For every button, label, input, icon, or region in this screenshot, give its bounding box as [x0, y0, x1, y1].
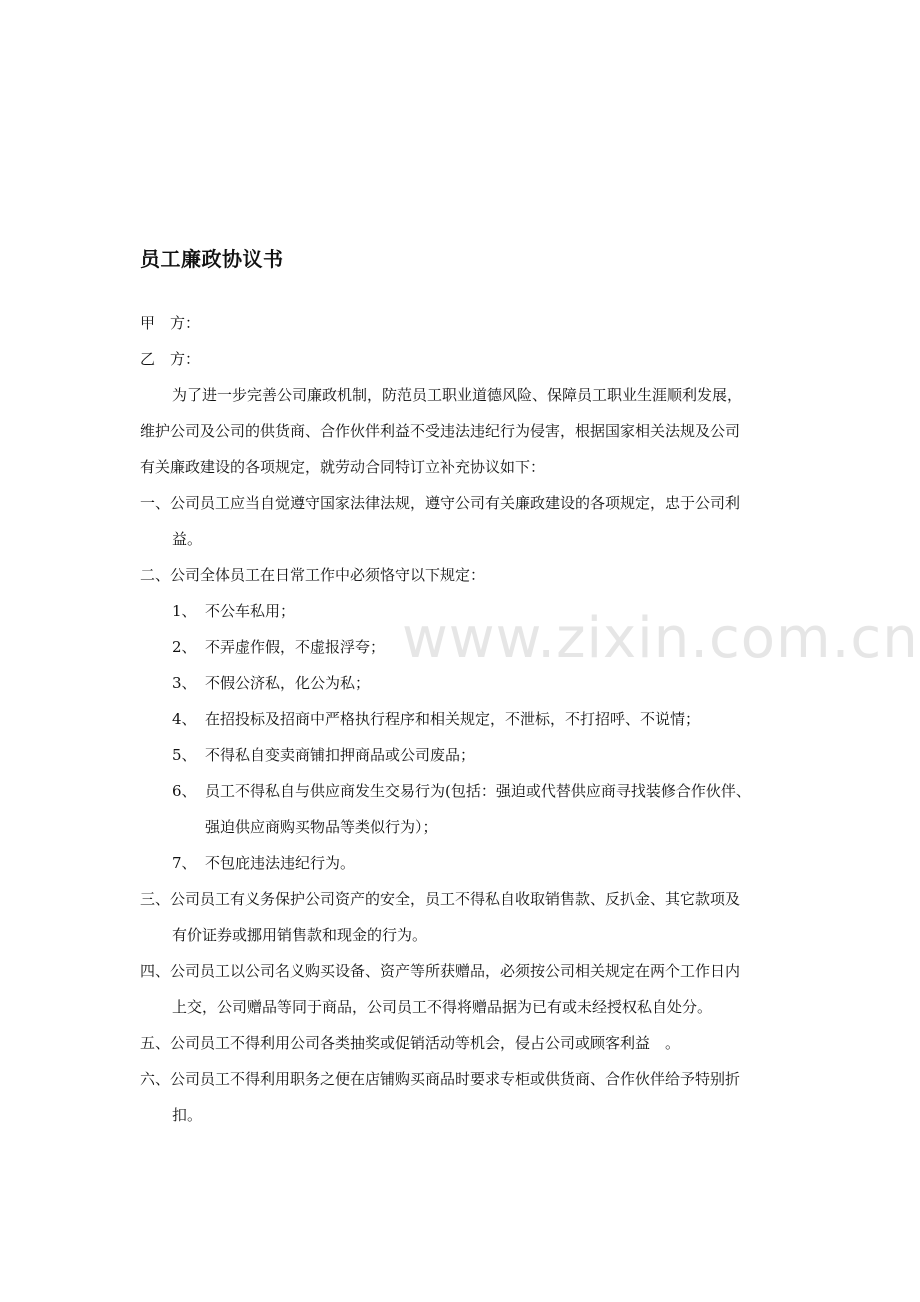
sub-item-text: 不包庇违法违纪行为。	[205, 854, 356, 872]
clause-1-line-1: 一、公司员工应当自觉遵守国家法律法规，遵守公司有关廉政建设的各项规定，忠于公司利	[140, 494, 741, 512]
sub-item-number: 4、	[172, 710, 197, 728]
clause-6-line-2: 扣。	[172, 1106, 203, 1124]
clause-3-line-1: 三、公司员工有义务保护公司资产的安全，员工不得私自收取销售款、反扒金、其它款项及	[140, 890, 741, 908]
sub-item-text: 不弄虚作假，不虚报浮夸；	[205, 638, 386, 656]
party-a-label: 甲 方：	[140, 314, 201, 332]
sub-item-text: 员工不得私自与供应商发生交易行为(包括：强迫或代替供应商寻找装修合作伙伴、	[205, 782, 751, 800]
sub-item-text: 不假公济私，化公为私；	[205, 674, 371, 692]
sub-item-number: 2、	[172, 638, 197, 656]
intro-line-1: 为了进一步完善公司廉政机制，防范员工职业道德风险、保障员工职业生涯顺利发展，	[172, 386, 743, 404]
party-b-label: 乙 方：	[140, 350, 201, 368]
sub-item-text: 在招投标及招商中严格执行程序和相关规定，不泄标，不打招呼、不说情；	[205, 710, 701, 728]
sub-item-text-continued: 强迫供应商购买物品等类似行为）；	[205, 818, 438, 836]
intro-line-3: 有关廉政建设的各项规定，就劳动合同特订立补充协议如下：	[140, 458, 546, 476]
clause-6-line-1: 六、公司员工不得利用职务之便在店铺购买商品时要求专柜或供货商、合作伙伴给予特别折	[140, 1070, 741, 1088]
clause-1-line-2: 益。	[172, 530, 203, 548]
sub-item-text: 不公车私用；	[205, 602, 296, 620]
sub-item-number: 1、	[172, 602, 197, 620]
sub-item-text: 不得私自变卖商铺扣押商品或公司废品；	[205, 746, 476, 764]
sub-item-number: 7、	[172, 854, 197, 872]
clause-3-line-2: 有价证券或挪用销售款和现金的行为。	[172, 926, 428, 944]
sub-item-number: 5、	[172, 746, 197, 764]
document-title: 员工廉政协议书	[140, 247, 284, 271]
sub-item-number: 6、	[172, 782, 197, 800]
intro-line-2: 维护公司及公司的供货商、合作伙伴利益不受违法违纪行为侵害，根据国家相关法规及公司	[140, 422, 741, 440]
clause-5: 五、公司员工不得利用公司各类抽奖或促销活动等机会，侵占公司或顾客利益 。	[140, 1034, 681, 1052]
watermark: www.zixin.com.cn	[402, 606, 919, 671]
clause-2: 二、公司全体员工在日常工作中必须恪守以下规定：	[140, 566, 486, 584]
sub-item-number: 3、	[172, 674, 197, 692]
clause-4-line-2: 上交，公司赠品等同于商品，公司员工不得将赠品据为已有或未经授权私自处分。	[172, 998, 713, 1016]
clause-4-line-1: 四、公司员工以公司名义购买设备、资产等所获赠品，必须按公司相关规定在两个工作日内	[140, 962, 741, 980]
